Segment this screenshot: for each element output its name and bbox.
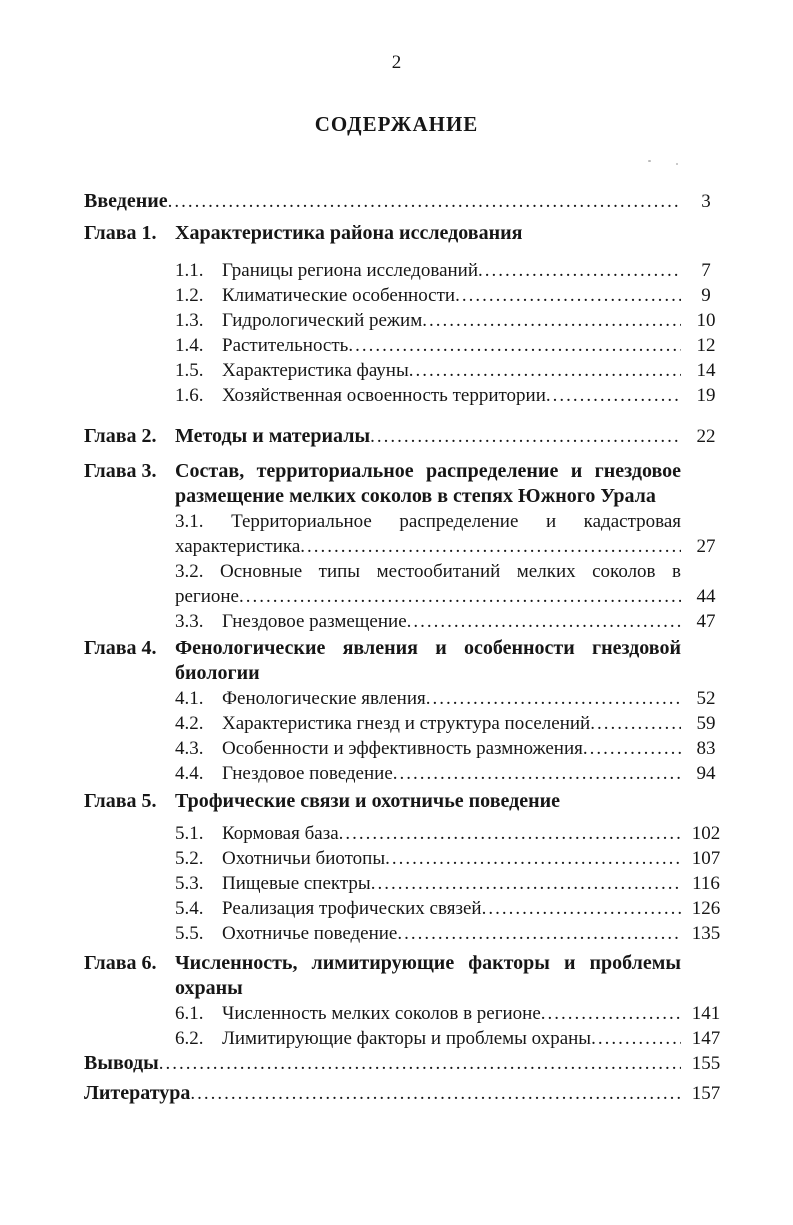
dot-leader <box>159 1051 681 1076</box>
chapter-number: Глава 1. <box>84 222 157 244</box>
item-number: 5.3. <box>175 873 204 894</box>
page-ref: 3 <box>701 191 711 212</box>
chapter-title <box>175 951 681 1001</box>
item-number: 5.4. <box>175 898 204 919</box>
scan-speck <box>648 160 651 162</box>
item-number: 4.1. <box>175 688 204 709</box>
toc-row-item-5-5 <box>84 921 725 946</box>
chapter-title-line-1: Состав, территориальное распределение и гнездовое <box>175 460 681 482</box>
item-title-line-2 <box>175 534 725 559</box>
chapter-number: Глава 6. <box>84 952 157 974</box>
item-title: Реализация трофических связей <box>222 898 482 919</box>
dot-leader <box>541 1001 681 1026</box>
dot-leader <box>478 258 681 283</box>
toc-label: Введение <box>84 190 168 212</box>
dot-leader <box>348 333 681 358</box>
toc-row-item-6-1 <box>84 1001 725 1026</box>
item-title: Лимитирующие факторы и проблемы охраны <box>222 1028 592 1049</box>
toc-row-item-1-5 <box>84 358 725 383</box>
item-title: Хозяйственная освоенность территории <box>222 385 546 406</box>
toc-label: Литература <box>84 1082 191 1104</box>
dot-leader <box>422 308 681 333</box>
dot-leader <box>385 846 681 871</box>
item-title: Фенологические явления <box>222 688 426 709</box>
toc-row-item-5-4 <box>84 896 725 921</box>
item-title-line-2 <box>175 584 725 609</box>
page-ref: 116 <box>692 873 720 894</box>
dot-leader <box>370 424 681 449</box>
item-number: 1.3. <box>175 310 204 331</box>
toc-row-item-4-4 <box>84 761 725 786</box>
item-title: Охотничье поведение <box>222 923 398 944</box>
toc-row-bibliography <box>84 1081 725 1106</box>
item-title: Растительность <box>222 335 349 356</box>
dot-leader <box>393 761 681 786</box>
page-ref: 9 <box>701 285 711 306</box>
item-number: 6.2. <box>175 1028 204 1049</box>
item-title: Гнездовое размещение <box>222 611 407 632</box>
item-title: Пищевые спектры <box>222 873 371 894</box>
item-title: Охотничьи биотопы <box>222 848 386 869</box>
chapter-title: Характеристика района исследования <box>175 222 523 244</box>
toc-row-item-3-1 <box>175 509 725 559</box>
toc-row-item-5-3 <box>84 871 725 896</box>
dot-leader <box>455 283 681 308</box>
item-title: Характеристика гнезд и структура поселений <box>222 713 591 734</box>
item-title: Численность мелких соколов в регионе <box>222 1003 541 1024</box>
page-ref: 10 <box>696 310 716 331</box>
item-title: Кормовая база <box>222 823 339 844</box>
item-number: 3.1. <box>175 511 204 532</box>
page-ref: 147 <box>691 1028 721 1049</box>
page-ref: 47 <box>696 611 716 632</box>
toc-row-item-4-1 <box>84 686 725 711</box>
toc-label: Выводы <box>84 1052 159 1074</box>
chapter-title <box>175 636 681 686</box>
item-title: Характеристика фауны <box>222 360 409 381</box>
table-of-contents <box>84 189 725 1106</box>
item-title: Территориальное распределение и кадастровая <box>231 511 682 532</box>
chapter-title-line-2: размещение мелких соколов в степях Южного Урала <box>175 485 656 507</box>
toc-row-item-1-1 <box>84 258 725 283</box>
page-number-top: 2 <box>391 52 402 73</box>
dot-leader <box>546 383 681 408</box>
item-title: Гидрологический режим <box>222 310 423 331</box>
page-ref: 94 <box>696 763 716 784</box>
item-title: Основные типы местообитаний мелких соколов в <box>220 561 681 582</box>
item-number: 1.4. <box>175 335 204 356</box>
page-ref: 52 <box>696 688 716 709</box>
toc-row-item-1-3 <box>84 308 725 333</box>
item-number: 1.5. <box>175 360 204 381</box>
chapter-number: Глава 4. <box>84 637 157 659</box>
toc-row-item-1-4 <box>84 333 725 358</box>
chapter-title-line-1: Численность, лимитирующие факторы и проблемы <box>175 952 681 974</box>
toc-row-item-4-3 <box>84 736 725 761</box>
toc-row-conclusions <box>84 1051 725 1076</box>
item-number: 1.6. <box>175 385 204 406</box>
scan-speck <box>676 163 678 165</box>
item-number: 1.1. <box>175 260 204 281</box>
dot-leader <box>300 534 681 559</box>
dot-leader <box>407 609 681 634</box>
item-number: 5.5. <box>175 923 204 944</box>
item-title-continuation: регионе <box>175 586 239 607</box>
dot-leader <box>339 821 681 846</box>
item-title: Границы региона исследований <box>222 260 479 281</box>
item-number: 1.2. <box>175 285 204 306</box>
item-number: 3.2. <box>175 561 204 582</box>
item-title: Гнездовое поведение <box>222 763 393 784</box>
page-ref: 19 <box>696 385 716 406</box>
toc-row-item-1-2 <box>84 283 725 308</box>
dot-leader <box>591 1026 681 1051</box>
chapter-title-line-2: биологии <box>175 662 260 684</box>
page-ref: 44 <box>696 586 716 607</box>
page-ref: 135 <box>691 923 721 944</box>
page-ref: 83 <box>696 738 716 759</box>
toc-row-chapter-6 <box>84 951 725 1001</box>
item-title: Особенности и эффективность размножения <box>222 738 583 759</box>
toc-row-item-1-6 <box>84 383 725 408</box>
page-ref: 7 <box>701 260 711 281</box>
toc-row-introduction <box>84 189 725 214</box>
page-ref: 22 <box>696 426 716 447</box>
toc-row-item-3-2 <box>175 559 725 609</box>
item-number: 6.1. <box>175 1003 204 1024</box>
chapter-number: Глава 3. <box>84 460 157 482</box>
toc-row-chapter-4 <box>84 636 725 686</box>
toc-row-chapter-2 <box>84 424 725 449</box>
toc-row-chapter-3 <box>84 459 725 509</box>
toc-row-item-5-1 <box>84 821 725 846</box>
item-title-continuation: характеристика <box>175 536 301 557</box>
dot-leader <box>239 584 681 609</box>
item-number: 5.2. <box>175 848 204 869</box>
item-title: Климатические особенности <box>222 285 456 306</box>
page-ref: 155 <box>691 1053 721 1074</box>
page-ref: 12 <box>696 335 716 356</box>
page-ref: 27 <box>696 536 716 557</box>
item-number: 4.4. <box>175 763 204 784</box>
dot-leader <box>190 1081 681 1106</box>
page-ref: 102 <box>691 823 721 844</box>
chapter-number: Глава 2. <box>84 425 157 447</box>
dot-leader <box>371 871 681 896</box>
page-ref: 126 <box>691 898 721 919</box>
page-ref: 59 <box>696 713 716 734</box>
item-number: 4.3. <box>175 738 204 759</box>
page-title: СОДЕРЖАНИЕ <box>314 112 479 136</box>
dot-leader <box>426 686 681 711</box>
toc-row-chapter-1 <box>84 221 725 246</box>
dot-leader <box>583 736 681 761</box>
chapter-title: Трофические связи и охотничье поведение <box>175 790 561 812</box>
page-ref: 14 <box>696 360 716 381</box>
dot-leader <box>590 711 681 736</box>
toc-row-item-3-3 <box>84 609 725 634</box>
toc-row-item-5-2 <box>84 846 725 871</box>
item-title-line-1 <box>175 559 681 584</box>
chapter-title-line-2: охраны <box>175 977 243 999</box>
toc-row-item-6-2 <box>84 1026 725 1051</box>
chapter-title: Методы и материалы <box>175 425 371 447</box>
item-number: 5.1. <box>175 823 204 844</box>
toc-row-chapter-5 <box>84 789 725 814</box>
chapter-title-line-1: Фенологические явления и особенности гнездовой <box>175 637 681 659</box>
chapter-number: Глава 5. <box>84 790 157 812</box>
item-number: 4.2. <box>175 713 204 734</box>
dot-leader <box>409 358 681 383</box>
page-ref: 157 <box>691 1083 721 1104</box>
item-title-line-1 <box>175 509 681 534</box>
dot-leader <box>482 896 681 921</box>
dot-leader <box>397 921 681 946</box>
page-ref: 141 <box>691 1003 721 1024</box>
toc-row-item-4-2 <box>84 711 725 736</box>
item-number: 3.3. <box>175 611 204 632</box>
page-ref: 107 <box>691 848 721 869</box>
chapter-title <box>175 459 681 509</box>
dot-leader <box>168 189 681 214</box>
